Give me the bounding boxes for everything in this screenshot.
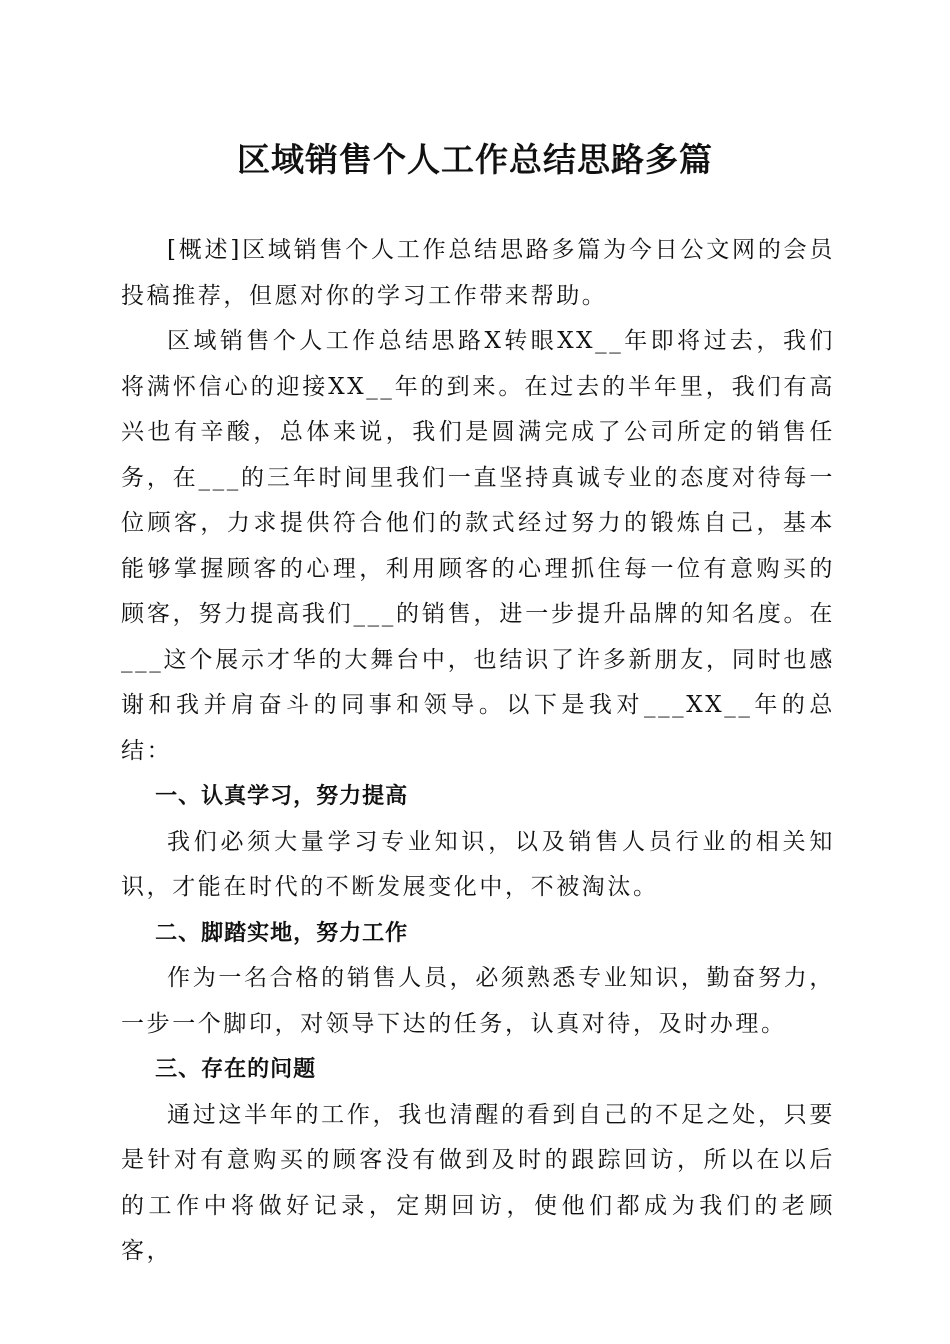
- section-paragraph-3: 通过这半年的工作，我也清醒的看到自己的不足之处，只要是针对有意购买的顾客没有做到及时的跟踪回访，所以在以后的工作中将做好记录，定期回访，使他们都成为我们的老顾客，: [121, 1101, 835, 1264]
- section-heading-2: 二、脚踏实地，努力工作: [155, 920, 409, 946]
- document-title: 区域销售个人工作总结思路多篇: [237, 140, 713, 179]
- section-heading-1: 一、认真学习，努力提高: [155, 784, 409, 809]
- overview-paragraph: [概述]区域销售个人工作总结思路多篇为今日公文网的会员投稿推荐，但愿对你的学习工作带来帮助。: [121, 237, 835, 309]
- document-body: [121, 228, 835, 1275]
- section-paragraph-1: 我们必须大量学习专业知识，以及销售人员行业的相关知识，才能在时代的不断发展变化中，不被淘汰。: [121, 828, 835, 900]
- section-heading-3: 三、存在的问题: [155, 1057, 317, 1082]
- intro-paragraph: 区域销售个人工作总结思路X转眼XX__年即将过去，我们将满怀信心的迎接XX__年的到来。在过去的半年里，我们有高兴也有辛酸，总体来说，我们是圆满完成了公司所定的销售任务，在___的三年时间里我们一直坚持真诚专业的态度对待每一位顾客，力求提供符合他们的款式经过努力的锻炼自己，基本能够掌握顾客的心理，利用顾客的心理抓住每一位有意购买的顾客，努力提高我们___的销售，进一步提升品牌的知名度。在___这个展示才华的大舞台中，也结识了许多新朋友，同时也感谢和我并肩奋斗的同事和领导。以下是我对___XX__年的总结：: [121, 328, 835, 764]
- section-paragraph-2: 作为一名合格的销售人员，必须熟悉专业知识，勤奋努力，一步一个脚印，对领导下达的任务，认真对待，及时办理。: [121, 965, 835, 1037]
